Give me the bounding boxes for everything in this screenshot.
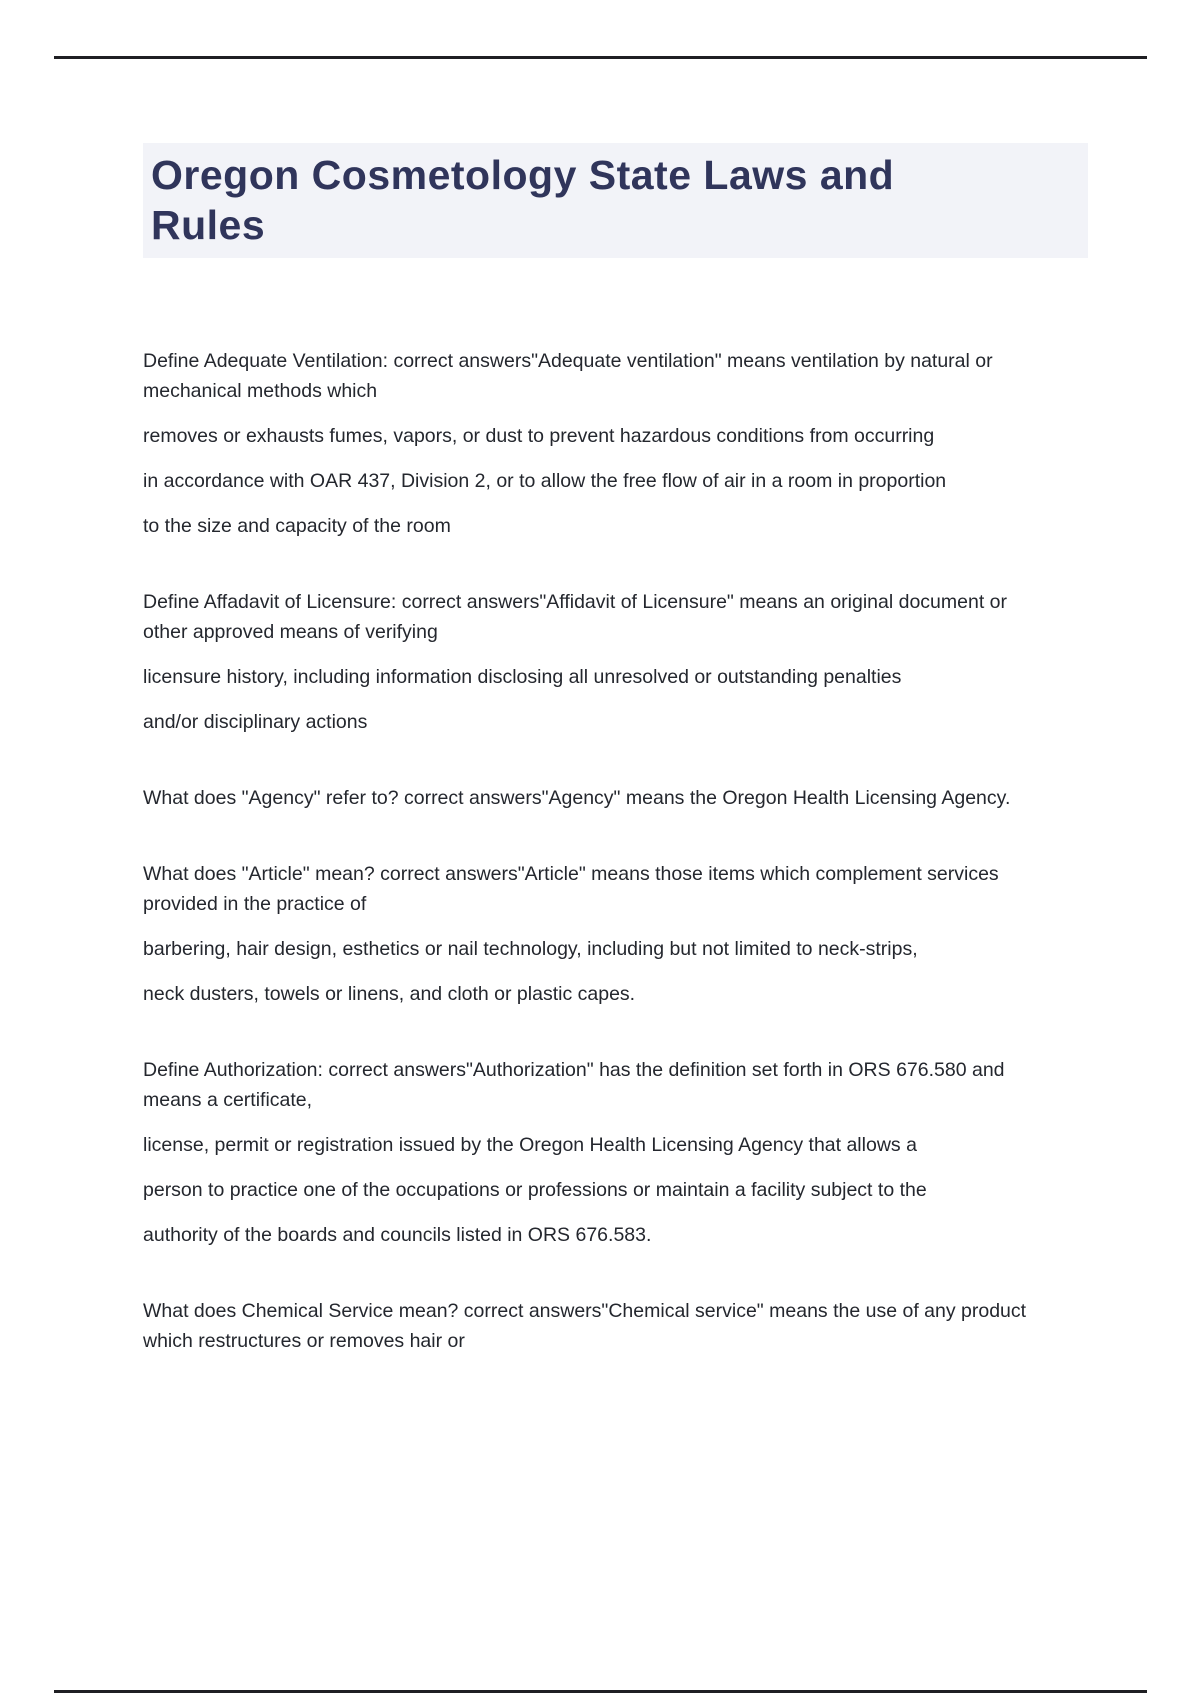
text-line: which restructures or removes hair or [143, 1330, 465, 1352]
footer-rule [54, 1690, 1147, 1693]
text-line: Define Adequate Ventilation: correct answers"Adequate ventilation" means ventilation by natural or [143, 350, 993, 372]
paragraph [143, 1220, 1093, 1250]
text-line: means a certificate, [143, 1089, 313, 1111]
page-title-line-1: Oregon Cosmetology State Laws and [151, 152, 895, 198]
text-line: What does Chemical Service mean? correct answers"Chemical service" means the use of any product [143, 1300, 1027, 1322]
text-line: Define Affadavit of Licensure: correct answers"Affidavit of Licensure" means an original document or [143, 591, 1007, 613]
paragraph [143, 466, 1093, 496]
qa-entry [143, 1296, 1093, 1356]
qa-entry [143, 783, 1093, 813]
paragraph [143, 511, 1093, 541]
text-line: removes or exhausts fumes, vapors, or dust to prevent hazardous conditions from occurring [143, 425, 935, 447]
paragraph [143, 1055, 1093, 1115]
text-line: and/or disciplinary actions [143, 711, 368, 733]
text-line: What does "Agency" refer to? correct answers"Agency" means the Oregon Health Licensing Agency. [143, 787, 1011, 809]
paragraph [143, 1175, 1093, 1205]
text-line: license, permit or registration issued by the Oregon Health Licensing Agency that allows a [143, 1134, 917, 1156]
title-box [143, 143, 1088, 258]
paragraph [143, 662, 1093, 692]
header-rule [54, 56, 1147, 59]
paragraph [143, 979, 1093, 1009]
qa-entry [143, 346, 1093, 541]
text-line: to the size and capacity of the room [143, 515, 451, 537]
qa-entries [143, 346, 1093, 1402]
paragraph [143, 1296, 1093, 1356]
text-line: authority of the boards and councils listed in ORS 676.583. [143, 1224, 652, 1246]
text-line: provided in the practice of [143, 893, 367, 915]
paragraph [143, 859, 1093, 919]
paragraph [143, 587, 1093, 647]
text-line: person to practice one of the occupations or professions or maintain a facility subject to the [143, 1179, 927, 1201]
paragraph [143, 707, 1093, 737]
paragraph [143, 346, 1093, 406]
paragraph [143, 421, 1093, 451]
text-line: in accordance with OAR 437, Division 2, or to allow the free flow of air in a room in proportion [143, 470, 947, 492]
paragraph [143, 934, 1093, 964]
page-title-line-2: Rules [151, 202, 266, 248]
qa-entry [143, 1055, 1093, 1250]
text-line: other approved means of verifying [143, 621, 438, 643]
paragraph [143, 783, 1093, 813]
text-line: barbering, hair design, esthetics or nail technology, including but not limited to neck-strips, [143, 938, 918, 960]
paragraph [143, 1130, 1093, 1160]
text-line: mechanical methods which [143, 380, 378, 402]
qa-entry [143, 587, 1093, 737]
text-line: Define Authorization: correct answers"Authorization" has the definition set forth in ORS 676.580 and [143, 1059, 1005, 1081]
qa-entry [143, 859, 1093, 1009]
text-line: neck dusters, towels or linens, and cloth or plastic capes. [143, 983, 636, 1005]
text-line: licensure history, including information disclosing all unresolved or outstanding penalties [143, 666, 902, 688]
text-line: What does "Article" mean? correct answers"Article" means those items which complement services [143, 863, 999, 885]
